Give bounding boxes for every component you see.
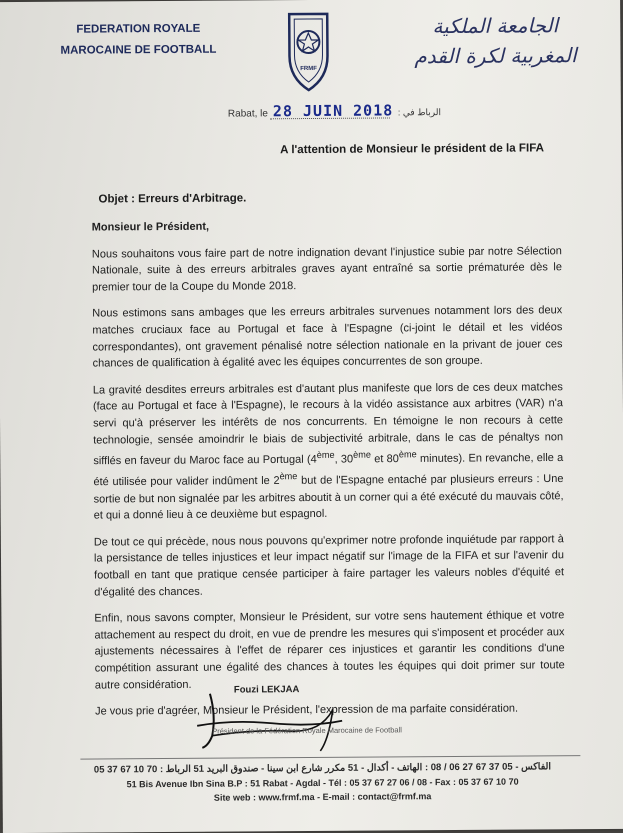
paragraph-2: Nous estimons sans ambages que les erreurs arbitrales survenues notamment lors des deux matches cruciaux face au Portugal et face à l'Espagne (ci-joint le détail et les vidéos correspondantes), ont gravement pénalisé notre sélection nationale en la privant de jouer ces chances de qualification à égalité avec les équipes concurrentes de son groupe. (92, 304, 563, 370)
paragraph-3-part-d: minutes). En revanche, elle a été utilisée pour valider indûment le 2 (93, 452, 564, 489)
paragraph-3-part-c: et 80 (370, 453, 399, 466)
logo-text: FRMF (300, 65, 317, 73)
paragraph-4: De tout ce qui précède, nous nous pouvons qu'exprimer notre profonde inquiétude par rapport à la persistance de telles injustices et leur impact négatif sur l'image de la FIFA et sur l'avenir du football en tant que pratique censée participer à faire partager les valeurs nobles d'équité et d'égalité des chances. (93, 533, 565, 599)
subject-text: Erreurs d'Arbitrage. (138, 192, 247, 206)
superscript: ème (279, 471, 298, 482)
federation-name-ar (410, 10, 580, 71)
footer-address-fr: 51 Bis Avenue Ibn Sina B.P : 51 Rabat - Agdal - Tél : 05 37 67 27 06 / 08 - Fax : 05 37 67 10 70 (126, 776, 519, 790)
recipient-line: A l'attention de Monsieur le président de la FIFA (280, 141, 545, 157)
federation-name-ar-line2: المغربية لكرة القدم (414, 43, 577, 69)
handwritten-signature-icon (192, 685, 362, 756)
superscript: ème (316, 449, 335, 461)
letter-footer (62, 760, 582, 806)
signer-title: Président de la Fédération Royale Marocaine de Football (212, 725, 402, 736)
paragraph-1: Nous souhaitons vous faire part de notre indignation devant l'injustice subie par notre Sélection Nationale, suite à des erreurs arbitrales graves ayant entraîné sa sortie prématurée dès le premier tour de la Coupe du Monde 2018. (91, 244, 563, 294)
date-label-ar: الرباط في : (397, 107, 442, 118)
footer-address-ar: 05 37 67 10 70 : الفاكس - 05 37 67 27 06 / 08 : الهاتف - أكدال - 51 مكرر شارع ابن سينا - صندوق البريد 51 الرباط (93, 761, 552, 776)
footer-divider (80, 755, 580, 759)
federation-name-ar-line1: الجامعة الملكية (432, 13, 559, 39)
federation-name-fr-line1: FEDERATION ROYALE (76, 22, 201, 36)
superscript: ème (353, 449, 371, 460)
signer-name: Fouzi LEKJAA (233, 684, 300, 696)
date-label: Rabat, le (227, 108, 268, 120)
paragraph-3 (93, 379, 564, 524)
federation-name-fr-line2: MAROCAINE DE FOOTBALL (60, 43, 217, 57)
footer-contact: Site web : www.frmf.ma - E-mail : contact@frmf.ma (213, 791, 432, 803)
federation-name-fr (53, 19, 223, 62)
paragraph-3-part-b: , 30 (334, 453, 354, 466)
date-stamp: 28 JUIN 2018 (272, 101, 394, 121)
frmf-logo-icon (283, 8, 334, 98)
letter-body (92, 216, 566, 730)
paragraph-3-part-e: but de l'Espagne entaché par plusieurs erreurs : Une sortie de but non signalée par les arbitres aboutit à un corner qui a été exécuté du mauvais côté, et qui a donné lieu à ce deuxième but espagnol. (93, 473, 564, 522)
subject-line (98, 192, 246, 205)
paragraph-5: Enfin, nous savons compter, Monsieur le Président, sur votre sens hautement éthique et votre attachement au respect du droit, en vue de prendre les mesures qui s'imposent et procéder aux ajustements nécessaires à l'effet de réparer ces injustices et garantir les conditions d'une compétition assurant une égalité des chances à toutes les équipes qui doit primer sur toute autre considération. (94, 609, 565, 692)
paragraph-3-part-a: La gravité desdites erreurs arbitrales est d'autant plus manifeste que lors de ces deux matches (face au Portugal et face à l'Espagne), le recours à la vidéo assistance aux arbitres (VAR) n'a servi qu'à préserver les intérêts de nos concurrents. En témoigne le non recours à cette technologie, sensée amoindrir le biais de subjectivité arbitrale, dans le cas de pénaltys non sifflés en faveur du Maroc face au Portugal (4 (92, 380, 564, 468)
salutation: Monsieur le Président, (91, 220, 210, 234)
superscript: ème (398, 449, 417, 460)
paragraph-6: Je vous prie d'agréer, Monsieur le Président, l'expression de ma parfaite considération. (95, 702, 519, 718)
subject-label: Objet : (98, 193, 135, 206)
date-line (228, 101, 478, 127)
